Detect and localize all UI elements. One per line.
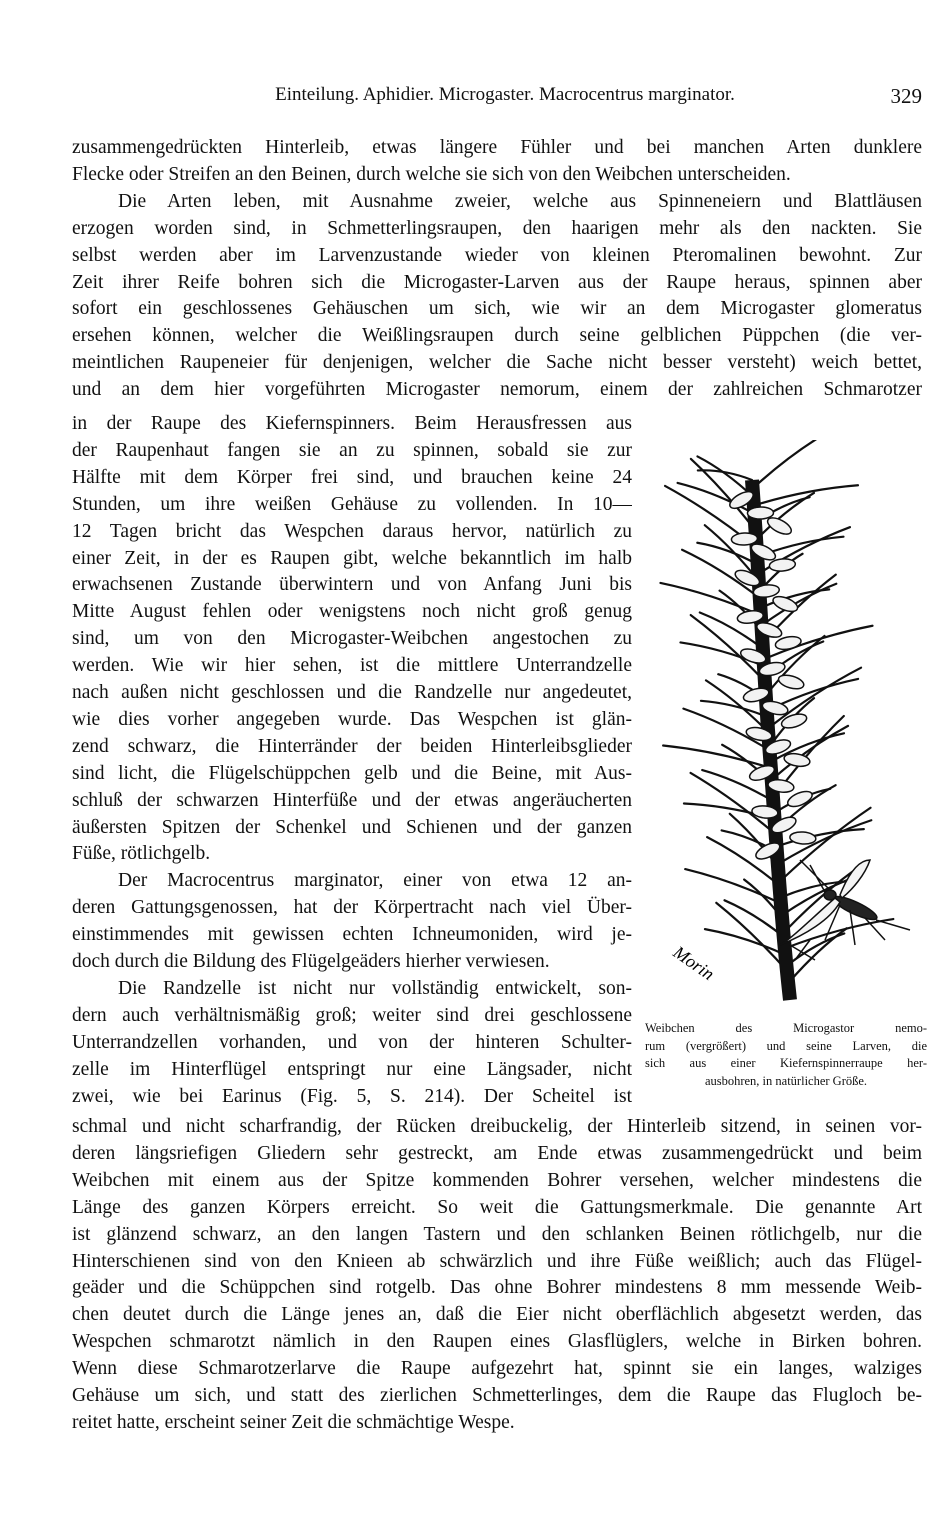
- text-line: Der Macrocentrus marginator, einer von etwa 12 an-: [118, 870, 632, 892]
- text-line: Die Arten leben, mit Ausnahme zweier, welche aus Spinneneiern und Blattläusen: [118, 190, 922, 212]
- text-line: Weibchen mit einem aus der Spitze kommenden Bohrer versehen, welcher mindestens die: [72, 1169, 922, 1191]
- figure-caption: [645, 1020, 927, 1090]
- text-line: Gehäuse um sich, und statt des zierlichen Schmetterlinges, dem die Raupe das Flugloch be-: [72, 1385, 922, 1406]
- text-line: Hälfte mit dem Körper frei sind, und brauchen keine 24: [72, 466, 632, 488]
- larva: [789, 831, 816, 845]
- text-line: schluß der schwarzen Hinterfüße und der etwas angeräucherten: [72, 789, 632, 811]
- text-line: chen deutet durch die Länge jenes an, daß die Eier nicht oberflächlich abgesetzt werden, das: [72, 1304, 922, 1326]
- larva: [747, 507, 773, 519]
- text-line: in der Raupe des Kiefernspinners. Beim Herausfressen aus: [72, 413, 632, 434]
- pine-needle: [685, 869, 784, 905]
- text-line: wie dies vorher angegeben wurde. Das Wespchen ist glän-: [72, 708, 632, 730]
- text-line: einer Zeit, in der es Raupen gibt, welche bekanntlich im halb: [72, 547, 632, 569]
- text-line: zwei, wie bei Earinus (Fig. 5, S. 214). Der Scheitel ist: [72, 1085, 632, 1107]
- text-line: Zeit ihrer Reife bohren sich die Microgaster-Larven aus der Raupe heraus, spinnen aber: [72, 271, 922, 293]
- text-line: selbst werden aber im Larvenzustande wieder von kleinen Pteromalinen bewohnt. Zur: [72, 244, 922, 266]
- text-line: geäder und die Schüppchen sind rotgelb. Das ohne Bohrer mindestens 8 mm messende Weib-: [72, 1277, 922, 1299]
- text-line: Stunden, um ihre weißen Gehäuse zu vollenden. In 10—: [72, 493, 632, 515]
- text-line: meintlichen Raupeneier für denjenigen, welcher die Sache nicht besser versteht) weich bettet,: [72, 352, 922, 374]
- wasp: [780, 860, 910, 960]
- running-title: Einteilung. Aphidier. Microgaster. Macrocentrus marginator.: [275, 84, 735, 105]
- text-line: Unterrandzellen vorhanden, und von der hinteren Schulter-: [72, 1031, 632, 1053]
- text-line: erzogen worden sind, in Schmetterlingsraupen, den haarigen mehr als den nackten. Sie: [72, 217, 922, 239]
- text-line: sind, um von den Microgaster-Weibchen angestochen zu: [72, 628, 632, 650]
- text-line: der Raupenhaut fangen sie an zu spinnen, sobald sie zur: [72, 439, 632, 461]
- text-line: werden. Wie wir hier sehen, ist die mittlere Unterrandzelle: [72, 655, 632, 677]
- pine-needle: [705, 929, 788, 956]
- text-line: Füße, rötlichgelb.: [72, 843, 211, 865]
- text-line: Hinterschienen sind von den Knieen ab schwärzlich und ihre Füße weißlich; auch das Flügel-: [72, 1250, 922, 1272]
- text-line: Die Randzelle ist nicht nur vollständig entwickelt, son-: [118, 977, 632, 999]
- text-line: deren Gattungsgenossen, hat der Körpertracht nach viel Über-: [72, 897, 632, 919]
- text-line: Wespchen schmarotzt nämlich in den Raupen eines Glasflüglers, welche in Birken bohren.: [72, 1331, 922, 1353]
- text-line: Wenn diese Schmarotzerlarve die Raupe aufgezehrt hat, spinnt sie ein langes, walziges: [72, 1358, 922, 1380]
- text-line: schmal und nicht scharfrandig, der Rücken dreibuckelig, der Hinterleib sitzend, in seinen vor-: [72, 1116, 922, 1137]
- caption-line: ausbohren, in natürlicher Größe.: [704, 1073, 868, 1088]
- pine-branch-larvae-wasp-illustration: [640, 440, 930, 1010]
- caption-line: Weibchen des Microgastor nemo-: [645, 1021, 927, 1035]
- text-line: zelle im Hinterflügel entspringt nur eine Längsader, nicht: [72, 1058, 632, 1080]
- larva: [777, 673, 805, 692]
- pine-needle: [663, 746, 774, 769]
- text-line: ersehen können, welcher die Weißlingsraupen durch seine gelblichen Püppchen (die ver-: [72, 325, 922, 347]
- pine-needle: [754, 485, 858, 505]
- text-line: erwachsenen Zustande überwintern und von Anfang Juni bis: [72, 574, 632, 596]
- text-line: sofort ein geschlossenes Gehäuschen um sich, wie wir an dem Microgaster glomeratus: [72, 298, 922, 320]
- text-line: einstimmendes mit gewissen echten Ichneumoniden, wird je-: [72, 924, 632, 946]
- pine-needle: [753, 440, 826, 489]
- text-line: deren längsriefigen Gliedern sehr gestreckt, am Ende etwas zusammengedrückt und beim: [72, 1142, 922, 1164]
- text-line: Länge des ganzen Körpers erreicht. So weit die Gattungsmerkmale. Die genannte Art: [72, 1196, 922, 1218]
- text-line: Mitte August fehlen oder wenigstens noch nicht groß genug: [72, 601, 632, 623]
- page-number: 329: [890, 84, 922, 108]
- artist-signature: Morin: [669, 941, 719, 985]
- text-line: äußersten Spitzen der Schenkel und Schienen und der ganzen: [72, 816, 632, 838]
- text-line: doch durch die Bildung des Flügelgeäders hierher verwiesen.: [72, 951, 550, 972]
- text-line: nach außen nicht geschlossen und die Randzelle nur angedeutet,: [72, 682, 632, 703]
- text-line: sind licht, die Flügelschüppchen gelb und die Beine, mit Aus-: [72, 762, 632, 784]
- text-line: zend schwarz, die Hinterränder der beiden Hinterleibsglieder: [72, 735, 632, 757]
- text-line: zusammengedrückten Hinterleib, etwas längere Fühler und bei manchen Arten dunklere: [72, 137, 922, 158]
- caption-line: sich aus einer Kiefernspinnerraupe her-: [645, 1056, 927, 1070]
- larva: [771, 594, 800, 615]
- text-line: ist glänzend schwarz, an den langen Tastern und den schlanken Beinen rötlichgelb, nur die: [72, 1223, 922, 1245]
- text-line: und an dem hier vorgeführten Microgaster nemorum, einem der zahlreichen Schmarotzer: [72, 379, 922, 401]
- text-line: Flecke oder Streifen an den Beinen, durch welche sie sich von den Weibchen unterscheiden.: [72, 163, 791, 185]
- text-line: dern auch verhältnismäßig groß; weiter sind drei geschlossene: [72, 1004, 632, 1026]
- pine-needle: [698, 470, 752, 480]
- caption-line: rum (vergrößert) und seine Larven, die: [645, 1038, 927, 1053]
- text-line: reitet hatte, erscheint seiner Zeit die schmächtige Wespe.: [72, 1411, 515, 1433]
- figure-illustration: [640, 440, 930, 1010]
- text-line: 12 Tagen bricht das Wespchen daraus hervor, natürlich zu: [72, 520, 632, 542]
